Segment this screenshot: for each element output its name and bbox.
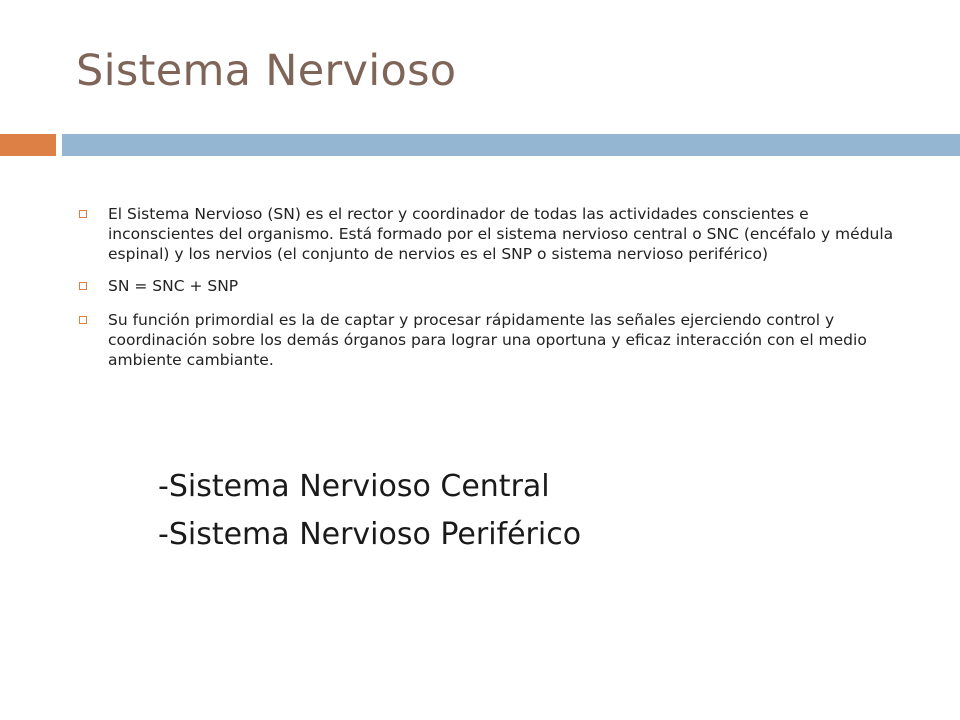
nervous-system-divisions — [158, 463, 581, 559]
title-underline-bar — [62, 134, 960, 156]
division-item: -Sistema Nervioso Central — [158, 469, 550, 504]
bullet-item — [76, 276, 896, 296]
bullet-text: SN = SNC + SNP — [108, 277, 239, 295]
square-bullet-icon — [79, 282, 87, 290]
square-bullet-icon — [79, 210, 87, 218]
bullet-text: Su función primordial es la de captar y procesar rápidamente las señales ejerciendo control y coordinación sobre los demás órganos para lograr una oportuna y eficaz interacción con el medio ambiente cambiante. — [108, 311, 867, 369]
title-accent-bar — [0, 134, 56, 156]
bullet-text: El Sistema Nervioso (SN) es el rector y coordinador de todas las actividades conscientes e inconscientes del organismo. Está formado por el sistema nervioso central o SNC (encéfalo y médula espinal) y los nervios (el conjunto de nervios es el SNP o sistema nervioso periférico) — [108, 205, 894, 263]
division-item: -Sistema Nervioso Periférico — [158, 517, 582, 552]
bullet-list — [76, 204, 896, 382]
bullet-item — [76, 204, 896, 264]
slide-title: Sistema Nervioso — [76, 46, 457, 96]
square-bullet-icon — [79, 316, 87, 324]
bullet-item — [76, 310, 896, 370]
